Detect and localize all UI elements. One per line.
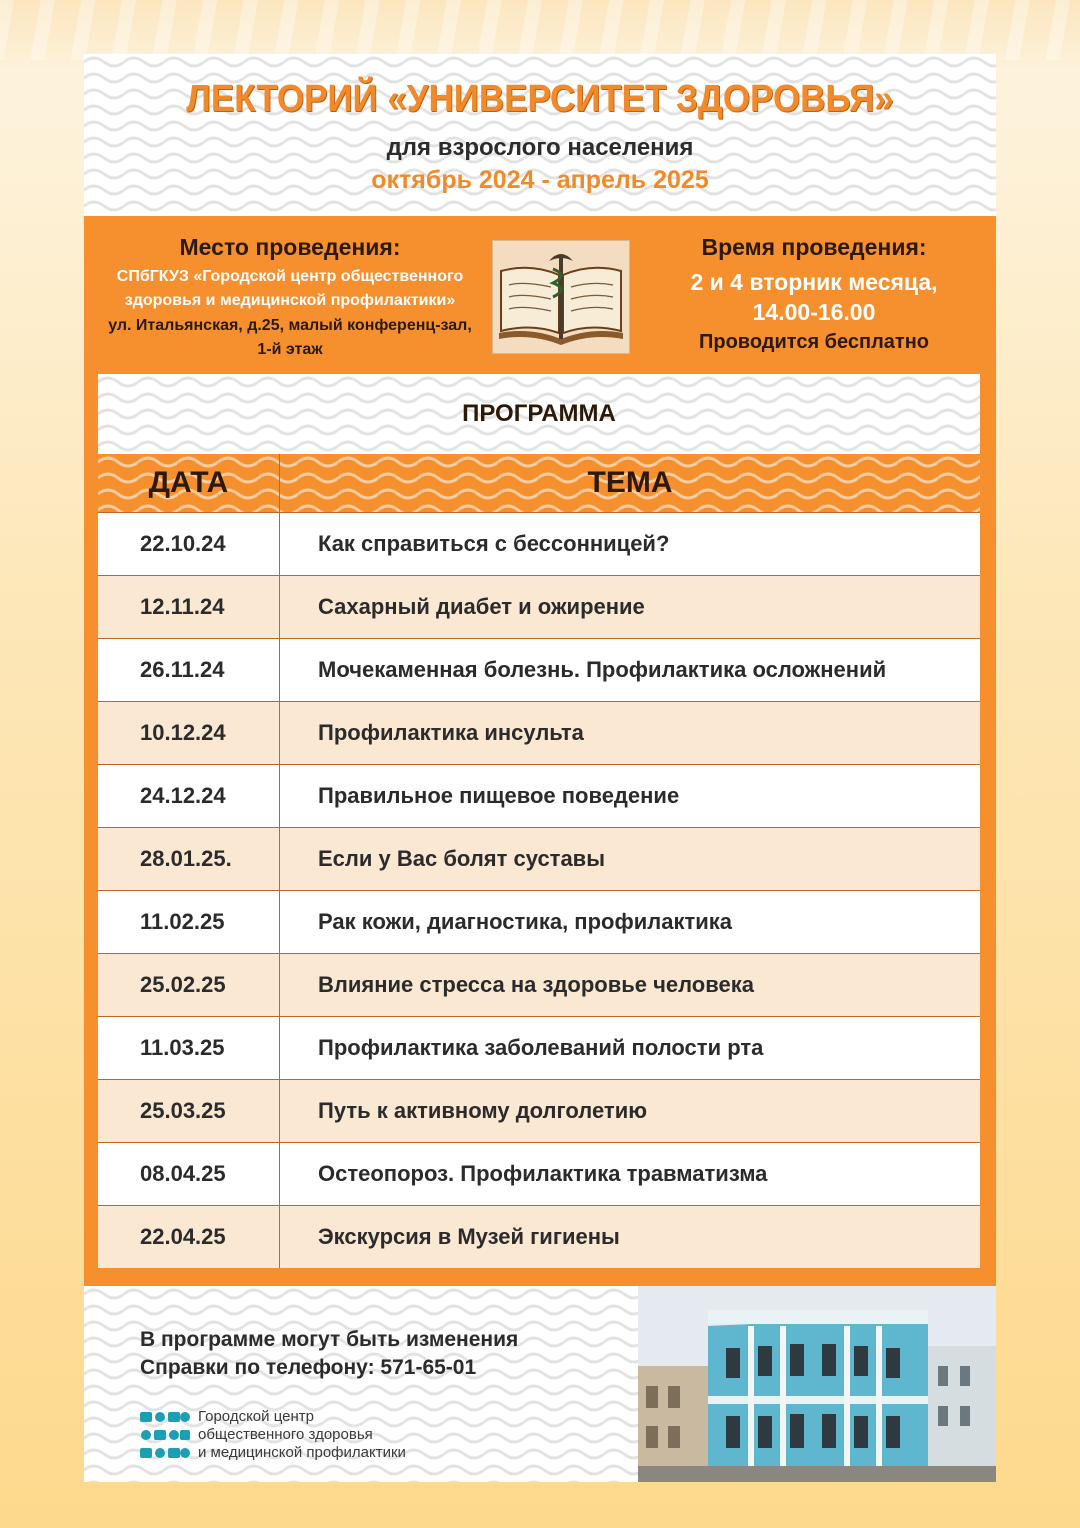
table-row <box>98 638 980 701</box>
time-block <box>644 234 984 354</box>
venue-address-line1: ул. Итальянская, д.25, малый конференц-зал, <box>108 317 472 334</box>
table-row <box>98 701 980 764</box>
row-date: 25.02.25 <box>98 954 280 1016</box>
poster-subtitle: для взрослого населения <box>386 134 694 161</box>
logo-line3: и медицинской профилактики <box>198 1444 406 1461</box>
building-photo <box>638 1286 996 1482</box>
row-topic: Профилактика инсульта <box>318 720 584 745</box>
footer-notes <box>140 1326 518 1382</box>
table-row <box>98 764 980 827</box>
info-banner <box>84 216 996 374</box>
poster-period: октябрь 2024 - апрель 2025 <box>371 166 709 194</box>
program-heading: ПРОГРАММА <box>98 374 980 454</box>
table-row <box>98 1079 980 1142</box>
table-body <box>98 512 980 1268</box>
venue-address-line2: 1-й этаж <box>257 341 323 358</box>
table-row <box>98 575 980 638</box>
time-schedule-line2: 14.00-16.00 <box>752 299 876 325</box>
center-logo-icon <box>140 1410 190 1460</box>
row-topic: Профилактика заболеваний полости рта <box>318 1035 764 1060</box>
row-topic: Как справиться с бессонницей? <box>318 531 670 556</box>
changes-note: В программе могут быть изменения <box>140 1328 519 1351</box>
column-header-date: ДАТА <box>98 454 280 512</box>
row-topic: Правильное пищевое поведение <box>318 783 680 808</box>
poster-card <box>84 54 996 1482</box>
row-date: 11.02.25 <box>98 891 280 953</box>
row-date: 12.11.24 <box>98 576 280 638</box>
row-topic: Путь к активному долголетию <box>318 1098 648 1123</box>
venue-org-line2: здоровья и медицинской профилактики» <box>124 292 456 309</box>
venue-block <box>100 234 480 361</box>
row-date: 25.03.25 <box>98 1080 280 1142</box>
logo-line1: Городской центр <box>198 1408 314 1425</box>
row-topic: Влияние стресса на здоровье человека <box>318 972 754 997</box>
program-table <box>98 454 980 1268</box>
center-logo-text <box>198 1408 406 1462</box>
table-row <box>98 512 980 575</box>
row-date: 22.04.25 <box>98 1206 280 1268</box>
row-topic: Рак кожи, диагностика, профилактика <box>318 909 732 934</box>
free-note: Проводится бесплатно <box>699 331 929 353</box>
logo-line2: общественного здоровья <box>198 1426 373 1443</box>
row-date: 24.12.24 <box>98 765 280 827</box>
open-book-caduceus-icon <box>492 240 630 354</box>
table-row <box>98 1016 980 1079</box>
venue-org-line1: СПбГКУЗ «Городской центр общественного <box>116 268 464 285</box>
row-topic: Мочекаменная болезнь. Профилактика осложнений <box>318 657 887 682</box>
row-date: 10.12.24 <box>98 702 280 764</box>
sunburst-background <box>0 0 1080 60</box>
row-date: 22.10.24 <box>98 513 280 575</box>
row-date: 28.01.25. <box>98 828 280 890</box>
row-topic: Экскурсия в Музей гигиены <box>318 1224 620 1249</box>
table-row <box>98 1205 980 1268</box>
table-row <box>98 827 980 890</box>
row-topic: Если у Вас болят суставы <box>318 846 605 871</box>
table-header <box>98 454 980 512</box>
table-row <box>98 953 980 1016</box>
time-schedule-line1: 2 и 4 вторник месяца, <box>690 269 938 295</box>
venue-heading: Место проведения: <box>179 234 401 260</box>
phone-note: Справки по телефону: 571-65-01 <box>140 1356 477 1379</box>
table-row <box>98 1142 980 1205</box>
column-header-topic: ТЕМА <box>587 466 673 499</box>
row-date: 08.04.25 <box>98 1143 280 1205</box>
row-date: 26.11.24 <box>98 639 280 701</box>
footer-section <box>84 1286 996 1482</box>
row-topic: Остеопороз. Профилактика травматизма <box>318 1161 768 1186</box>
program-section <box>84 374 996 1286</box>
table-row <box>98 890 980 953</box>
row-date: 11.03.25 <box>98 1017 280 1079</box>
row-topic: Сахарный диабет и ожирение <box>318 594 645 619</box>
center-logo <box>140 1408 406 1462</box>
time-heading: Время проведения: <box>701 234 927 260</box>
poster-title: ЛЕКТОРИЙ «УНИВЕРСИТЕТ ЗДОРОВЬЯ» <box>186 78 894 120</box>
